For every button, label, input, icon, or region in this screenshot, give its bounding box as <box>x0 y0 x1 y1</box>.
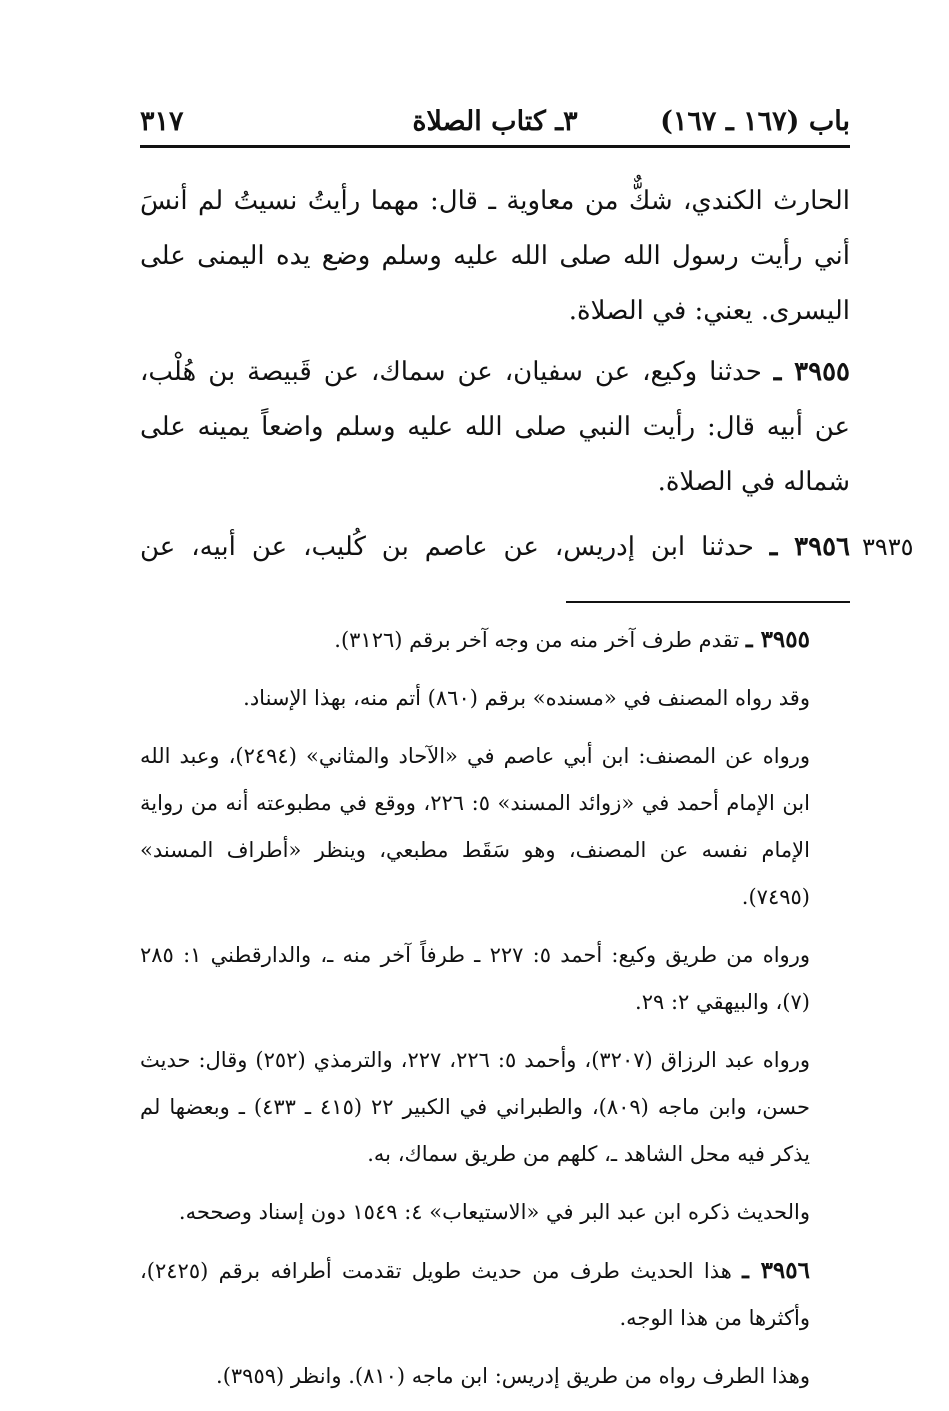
hadith-3955 <box>140 345 850 510</box>
header-divider <box>140 145 850 148</box>
hadith-text: حدثنا ابن إدريس، عن عاصم بن كُليب، عن أبيه، عن <box>140 532 770 562</box>
footnote-paragraph: وهذا الطرف رواه من طريق إدريس: ابن ماجه (٨١٠). وانظر (٣٩٥٩). <box>216 1364 810 1388</box>
hadith-number: ٣٩٥٦ ـ <box>769 532 850 562</box>
footnote-paragraph: ورواه من طريق وكيع: أحمد ٥: ٢٢٧ ـ طرفاً آخر منه ـ، والدارقطني ١: ٢٨٥ (٧)، والبيهقي ٢: ٢٩. <box>140 943 810 1014</box>
hadith-3956 <box>140 520 850 575</box>
footnote-3955 <box>140 616 850 664</box>
footnotes <box>140 616 850 1411</box>
footnote-paragraph: وقد رواه المصنف في «مسنده» برقم (٨٦٠) أتم منه، بهذا الإسناد. <box>243 686 810 710</box>
footnote-text: تقدم طرف آخر منه من وجه آخر برقم (٣١٢٦). <box>334 628 746 652</box>
paragraph-continuation <box>140 174 850 339</box>
hadith-text: حدثنا وكيع، عن سفيان، عن سماك، عن قَبيصة بن هُلْب، عن أبيه قال: رأيت النبي صلى الله عليه وسلم واضعاً يمينه على شماله في الصلاة. <box>140 357 851 497</box>
footnote-divider <box>566 601 850 603</box>
page-number: ٣١٧ <box>140 106 184 137</box>
page-header <box>140 100 850 144</box>
footnote-text: هذا الحديث طرف من حديث طويل تقدمت أطرافه برقم (٢٤٢٥)، وأكثرها من هذا الوجه. <box>140 1259 810 1330</box>
footnote-paragraph: ورواه عن المصنف: ابن أبي عاصم في «الآحاد والمثاني» (٢٤٩٤)، وعبد الله ابن الإمام أحمد في «زوائد المسند» ٥: ٢٢٦، ووقع في مطبوعته أنه من رواية الإمام نفسه عن المصنف، وهو سَقَط مطبعي، وينظر «أطراف المسند» (٧٤٩٥). <box>140 744 811 909</box>
book-title: ٣ـ كتاب الصلاة <box>412 106 578 137</box>
footnote-paragraph: ورواه عبد الرزاق (٣٢٠٧)، وأحمد ٥: ٢٢٦، ٢٢٧، والترمذي (٢٥٢) وقال: حديث حسن، وابن ماجه (٨٠٩)، والطبراني في الكبير ٢٢ (٤١٥ ـ ٤٣٣) ـ وبعضها لم يذكر فيه محل الشاهد ـ، كلهم من طريق سماك، به. <box>140 1048 810 1166</box>
footnote-number: ٣٩٥٦ ـ <box>742 1257 810 1284</box>
hadith-number: ٣٩٥٥ ـ <box>773 357 851 387</box>
chapter-range: باب (١٦٧ ـ ١٦٧) <box>660 106 850 137</box>
footnote-3956 <box>140 1247 850 1342</box>
footnote-paragraph: والحديث ذكره ابن عبد البر في «الاستيعاب» ٤: ١٥٤٩ دون إسناد وصححه. <box>178 1200 810 1224</box>
footnote-number: ٣٩٥٥ ـ <box>745 626 810 653</box>
margin-reference-number: ٣٩٣٥ <box>862 533 914 561</box>
paragraph-text: الحارث الكندي، شكٌّ من معاوية ـ قال: مهما رأيتُ نسيتُ لم أنسَ أني رأيت رسول الله صلى الله عليه وسلم وضع يده اليمنى على اليسرى. يعني: في الصلاة. <box>140 186 850 326</box>
